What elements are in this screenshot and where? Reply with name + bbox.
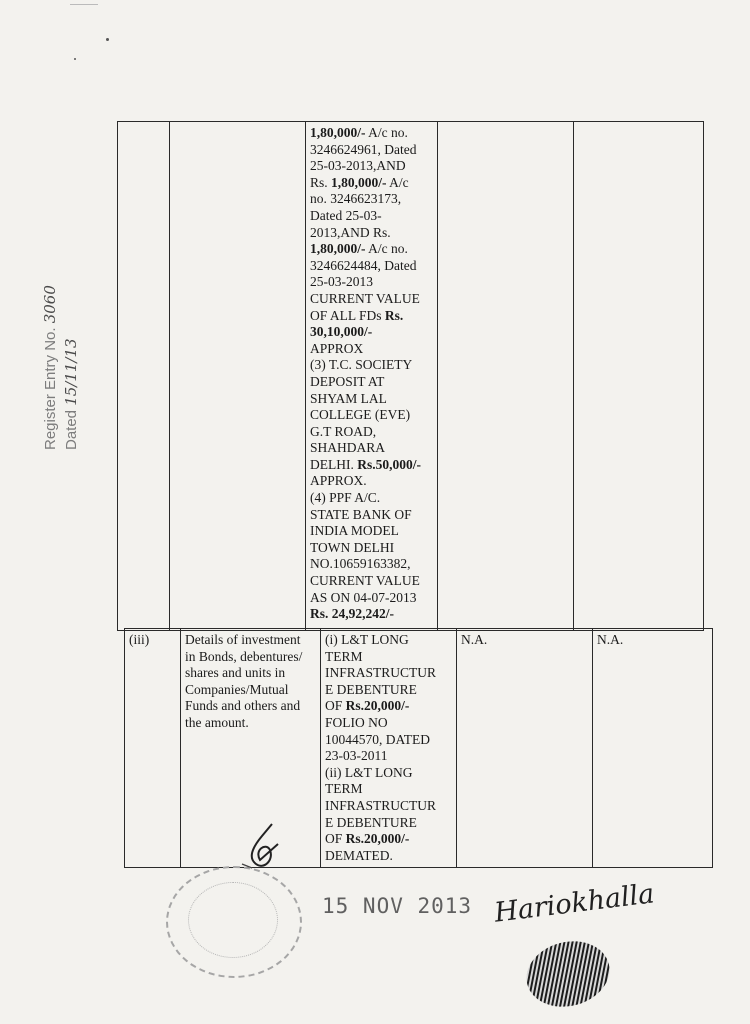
dependent-cell	[593, 629, 713, 868]
text-line: Details of investment	[185, 632, 301, 647]
investment-description	[185, 632, 316, 732]
details-cell	[321, 629, 457, 868]
thumb-impression	[522, 934, 614, 1010]
date-stamp: 15 NOV 2013	[322, 894, 473, 918]
signature: Hariokhalla	[492, 878, 656, 929]
text-line: APPROX.	[310, 473, 367, 489]
text-line: OF Rs.20,000/-	[325, 698, 410, 714]
text-line: OF Rs.20,000/-	[325, 831, 410, 847]
scan-mark	[70, 4, 98, 5]
text-line: TERM	[325, 648, 363, 664]
assets-table-continued	[117, 121, 704, 631]
text-line: TERM	[325, 781, 363, 797]
text-line: INFRASTRUCTUR	[325, 797, 437, 813]
text-line: Rs. 24,92,242/-	[310, 606, 394, 622]
text-line: INFRASTRUCTUR	[325, 665, 437, 681]
text-line: STATE BANK OF	[310, 506, 412, 522]
spouse-cell	[438, 122, 574, 631]
table-row	[118, 122, 704, 631]
table-row	[125, 629, 713, 868]
text-line: G.T ROAD,	[310, 423, 377, 439]
text-line: Dated 25-03-	[310, 207, 382, 223]
round-seal-inner	[188, 882, 278, 958]
text-line: NO.10659163382,	[310, 556, 411, 572]
dependent-cell	[574, 122, 704, 631]
register-entry-number: 3060	[41, 285, 59, 324]
text-line: 25-03-2013,AND	[310, 158, 406, 174]
text-line: 23-03-2011	[325, 748, 388, 764]
text-line: 1,80,000/- A/c no.	[310, 125, 408, 140]
text-line: 1,80,000/- A/c no.	[310, 241, 408, 257]
serial-cell	[118, 122, 170, 631]
text-line: DEPOSIT AT	[310, 373, 385, 389]
text-line: 10044570, DATED	[325, 731, 430, 747]
text-line: APPROX	[310, 340, 364, 356]
description-cell	[170, 122, 306, 631]
text-line: (ii) L&T LONG	[325, 764, 413, 780]
text-line: 3246624484, Dated	[310, 257, 417, 273]
register-entry-stamp	[40, 285, 82, 450]
text-line: DEMATED.	[325, 847, 393, 863]
text-line: Funds and others and	[185, 698, 301, 714]
text-line: (3) T.C. SOCIETY	[310, 357, 413, 373]
text-line: no. 3246623173,	[310, 191, 402, 207]
text-line: AS ON 04-07-2013	[310, 589, 417, 605]
text-line: 30,10,000/-	[310, 324, 373, 340]
dated-value: 15/11/13	[62, 338, 80, 406]
scan-speck	[74, 58, 76, 60]
register-entry-label: Register Entry No.	[42, 327, 59, 450]
text-line: DELHI. Rs.50,000/-	[310, 456, 421, 472]
text-line: CURRENT VALUE	[310, 573, 420, 589]
text-line: (4) PPF A/C.	[310, 490, 381, 506]
text-line: INDIA MODEL	[310, 523, 399, 539]
na-value: N.A.	[461, 632, 488, 647]
text-line: 3246624961, Dated	[310, 141, 417, 157]
dated-label: Dated	[63, 409, 80, 450]
text-line: 25-03-2013	[310, 274, 373, 290]
text-line: Rs. 1,80,000/- A/c	[310, 174, 409, 190]
investment-details	[325, 632, 452, 864]
text-line: TOWN DELHI	[310, 539, 395, 555]
text-line: SHYAM LAL	[310, 390, 387, 406]
spouse-cell	[457, 629, 593, 868]
na-value: N.A.	[597, 632, 624, 647]
scan-speck	[106, 38, 109, 41]
investment-table	[124, 628, 713, 868]
text-line: shares and units in	[185, 665, 286, 681]
text-line: in Bonds, debentures/	[185, 648, 303, 664]
fd-details-text	[310, 125, 433, 623]
text-line: E DEBENTURE	[325, 814, 417, 830]
text-line: SHAHDARA	[310, 440, 386, 456]
text-line: FOLIO NO	[325, 714, 388, 730]
details-cell	[306, 122, 438, 631]
serial-cell	[125, 629, 181, 868]
text-line: Companies/Mutual	[185, 681, 289, 697]
text-line: the amount.	[185, 714, 249, 730]
text-line: OF ALL FDs Rs.	[310, 307, 404, 323]
text-line: COLLEGE (EVE)	[310, 407, 411, 423]
row-serial: (iii)	[129, 632, 150, 647]
text-line: E DEBENTURE	[325, 681, 417, 697]
text-line: CURRENT VALUE	[310, 290, 420, 306]
text-line: (i) L&T LONG	[325, 632, 409, 647]
text-line: 2013,AND Rs.	[310, 224, 391, 240]
